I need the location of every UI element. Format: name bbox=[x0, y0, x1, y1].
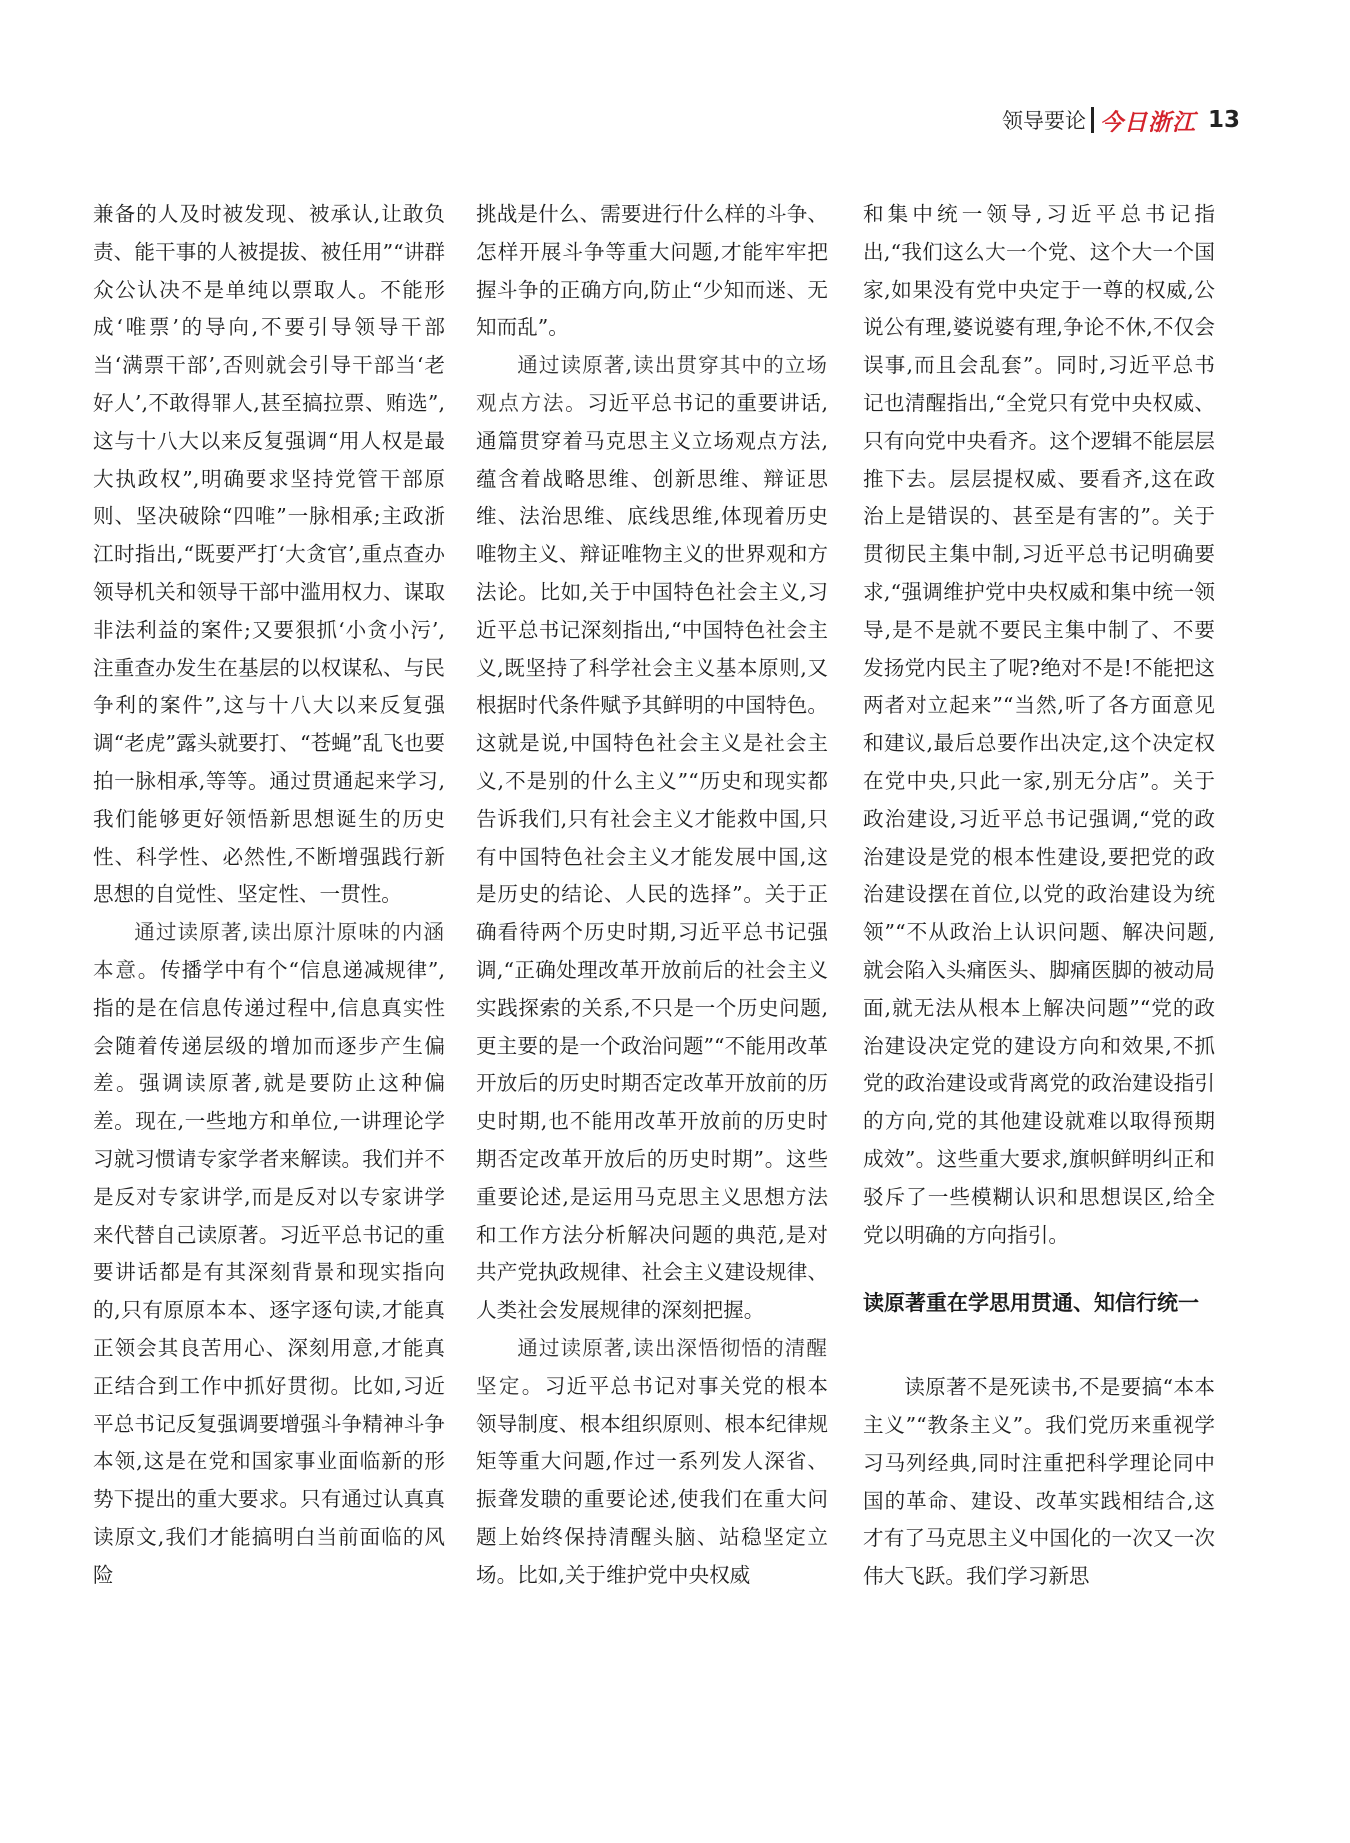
paragraph-body: 传播学中有个“信息递减规律”,指的是在信息传递过程中,信息真实性会随着传递层级的增加而逐步产生偏差。强调读原著,就是要防止这种偏差。现在,一些地方和单位,一讲理论学习就习惯请专家学者来解读。我们并不是反对专家讲学,而是反对以专家讲学来代替自己读原著。习近平总书记的重要讲话都是有其深刻背景和现实指向的,只有原原本本、逐字逐句读,才能真正领会其良苦用心、深刻用意,才能真正结合到工作中抓好贯彻。比如,习近平总书记反复强调要增强斗争精神斗争本领,这是在党和国家事业面临新的形势下提出的重大要求。只有通过认真真读原文,我们才能搞明白当前面临的风险 bbox=[93, 957, 445, 1587]
paragraph: 挑战是什么、需要进行什么样的斗争、怎样开展斗争等重大问题,才能牢牢把握斗争的正确方向,防止“少知而迷、无知而乱”。 bbox=[476, 202, 828, 340]
text-column-1 bbox=[93, 196, 445, 1594]
paragraph-body: 习近平总书记对事关党的根本领导制度、根本组织原则、根本纪律规矩等重大问题,作过一系列发人深省、振聋发聩的重要论述,使我们在重大问题上始终保持清醒头脑、站稳坚定立场。比如,关于维护党中央权威 bbox=[476, 1373, 829, 1587]
paragraph: 读原著不是死读书,不是要搞“本本主义”“教条主义”。我们党历来重视学习马列经典,同时注重把科学理论同中国的革命、建设、改革实践相结合,这才有了马克思主义中国化的一次又一次伟大飞跃。我们学习新思 bbox=[863, 1375, 1215, 1589]
text-column-2 bbox=[476, 196, 828, 1594]
header-divider bbox=[1091, 107, 1094, 133]
paragraph: 和集中统一领导,习近平总书记指出,“我们这么大一个党、这个大一个国家,如果没有党中央定于一尊的权威,公说公有理,婆说婆有理,争论不休,不仅会误事,而且会乱套”。同时,习近平总书记也清醒指出,“全党只有党中央权威、只有向党中央看齐。这个逻辑不能层层推下去。层层提权威、要看齐,这在政治上是错误的、甚至是有害的”。关于贯彻民主集中制,习近平总书记明确要求,“强调维护党中央权威和集中统一领导,是不是就不要民主集中制了、不要发扬党内民主了呢?绝对不是!不能把这两者对立起来”“当然,听了各方面意见和建议,最后总要作出决定,这个决定权在党中央,只此一家,别无分店”。关于政治建设,习近平总书记强调,“党的政治建设是党的根本性建设,要把党的政治建设摆在首位,以党的政治建设为统领”“不从政治上认识问题、解决问题,就会陷入头痛医头、脚痛医脚的被动局面,就无法从根本上解决问题”“党的政治建设决定党的建设方向和效果,不抓党的政治建设或背离党的政治建设指引的方向,党的其他建设就难以取得预期成效”。这些重大要求,旗帜鲜明纠正和驳斥了一些模糊认识和思想误区,给全党以明确的方向指引。 bbox=[863, 202, 1215, 1247]
paragraph-lead: 通过读原著,读出原汁原味的内涵本意。 bbox=[93, 920, 445, 982]
paragraph-body: 习近平总书记的重要讲话,通篇贯穿着马克思主义立场观点方法,蕴含着战略思维、创新思维、辩证思维、法治思维、底线思维,体现着历史唯物主义、辩证唯物主义的世界观和方法论。比如,关于中国特色社会主义,习近平总书记深刻指出,“中国特色社会主义,既坚持了科学社会主义基本原则,又根据时代条件赋予其鲜明的中国特色。这就是说,中国特色社会主义是社会主义,不是别的什么主义”“历史和现实都告诉我们,只有社会主义才能救中国,只有中国特色社会主义才能发展中国,这是历史的结论、人民的选择”。关于正确看待两个历史时期,习近平总书记强调,“正确处理改革开放前后的社会主义实践探索的关系,不只是一个历史问题,更主要的是一个政治问题”“不能用改革开放后的历史时期否定改革开放前的历史时期,也不能用改革开放前的历史时期否定改革开放后的历史时期”。这些重要论述,是运用马克思主义思想方法和工作方法分析解决问题的典范,是对共产党执政规律、社会主义建设规律、人类社会发展规律的深刻把握。 bbox=[476, 390, 829, 1323]
paragraph-lead: 通过读原著,读出贯穿其中的立场观点方法。 bbox=[476, 353, 828, 415]
page-number: 13 bbox=[1207, 107, 1240, 133]
paragraph: 兼备的人及时被发现、被承认,让敢负责、能干事的人被提拔、被任用”“讲群众公认决不是单纯以票取人。不能形成‘唯票’的导向,不要引导领导干部当‘满票干部’,否则就会引导干部当‘老好人’,不敢得罪人,甚至搞拉票、贿选”,这与十八大以来反复强调“用人权是最大执政权”,明确要求坚持党管干部原则、坚决破除“四唯”一脉相承;主政浙江时指出,“既要严打‘大贪官’,重点查办领导机关和领导干部中滥用权力、谋取非法利益的案件;又要狠抓‘小贪小污’,注重查办发生在基层的以权谋私、与民争利的案件”,这与十八大以来反复强调“老虎”露头就要打、“苍蝇”乱飞也要拍一脉相承,等等。通过贯通起来学习,我们能够更好领悟新思想诞生的历史性、科学性、必然性,不断增强践行新思想的自觉性、坚定性、一贯性。 bbox=[93, 202, 445, 907]
paragraph bbox=[476, 347, 828, 1330]
text-column-3 bbox=[863, 196, 1215, 1596]
paragraph-lead: 通过读原著,读出深悟彻悟的清醒坚定。 bbox=[476, 1335, 828, 1398]
paragraph bbox=[93, 914, 445, 1594]
page-header bbox=[1002, 102, 1240, 138]
section-subheading: 读原著重在学思用贯通、知信行统一 bbox=[863, 1291, 1199, 1316]
magazine-logo: 今日浙江 bbox=[1099, 108, 1196, 136]
paragraph bbox=[476, 1330, 828, 1595]
section-label: 领导要论 bbox=[1001, 109, 1086, 133]
